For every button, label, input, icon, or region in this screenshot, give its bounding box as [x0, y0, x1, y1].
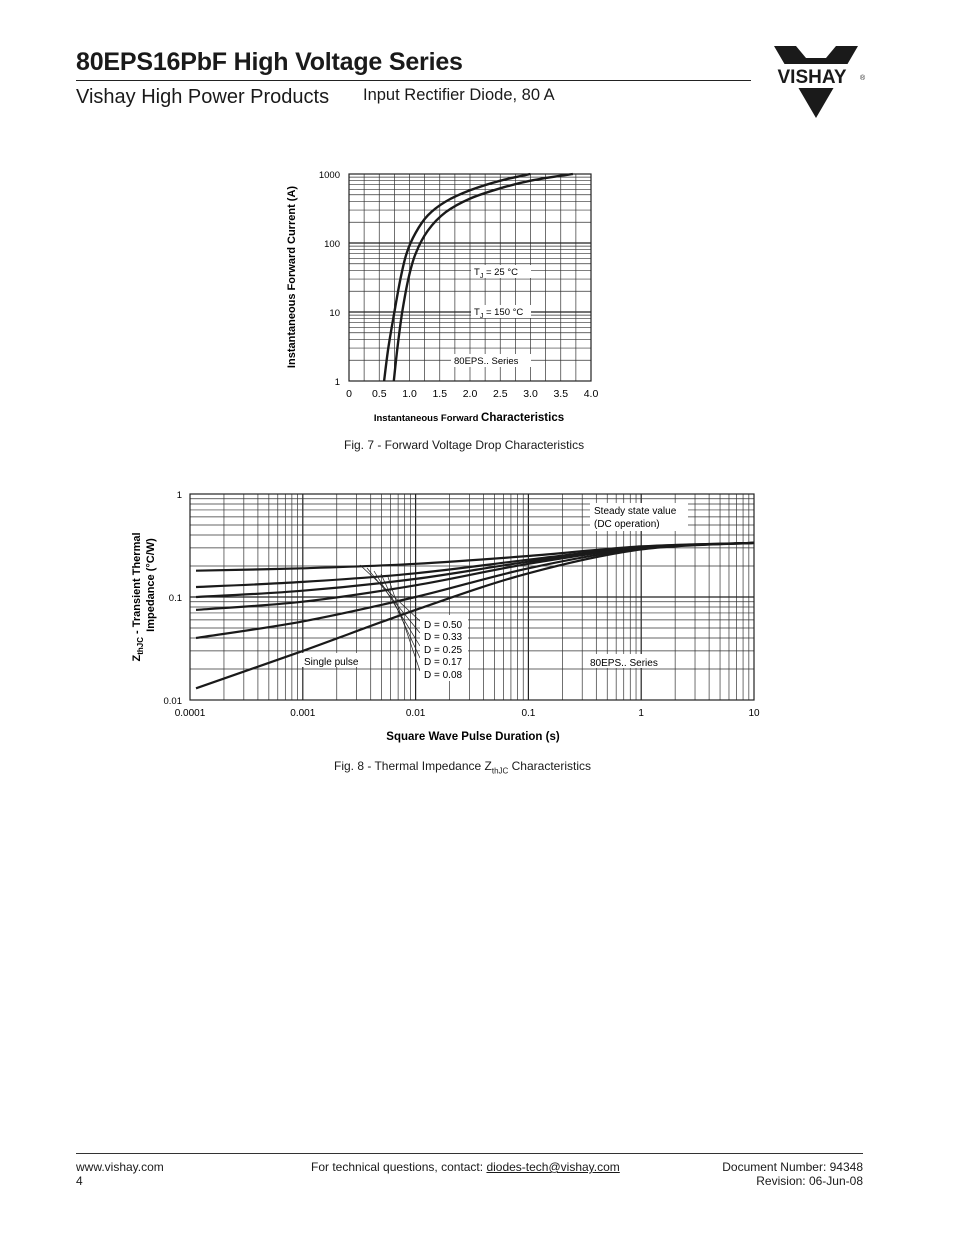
figure-8-caption-post: Characteristics: [508, 759, 591, 773]
x-tick-label: 1.5: [432, 388, 448, 400]
chart-grid: [349, 174, 591, 381]
page-title: 80EPS16PbF High Voltage Series: [76, 48, 463, 76]
tj-150-label-pre: T: [474, 307, 480, 318]
x-tick-label: 1: [638, 708, 644, 719]
footer-divider: [76, 1153, 863, 1154]
duty-label: D = 0.17: [424, 657, 463, 668]
x-tick-label: 1.0: [402, 388, 417, 400]
y-axis-label-rest: - Transient Thermal: [131, 532, 143, 638]
y-axis-label: [131, 532, 145, 661]
tj-25-label-pre: T: [474, 267, 480, 278]
chart-series: [196, 543, 754, 688]
x-tick-label: 0: [346, 388, 352, 400]
x-tick-label: 3.5: [553, 388, 569, 400]
y-tick-label: 1: [334, 377, 340, 388]
y-axis-label: Instantaneous Forward Current (A): [286, 185, 298, 369]
chart-annotations: [300, 503, 688, 681]
revision-date: Revision: 06-Jun-08: [756, 1174, 863, 1188]
x-axis-label-part2: Characteristics: [481, 412, 565, 424]
single-pulse-label: Single pulse: [304, 657, 359, 668]
y-tick-label: 10: [329, 308, 340, 319]
tj-150-label-post: = 150 °C: [483, 307, 524, 318]
duty-label: D = 0.50: [424, 620, 463, 631]
footer-url-link[interactable]: www.vishay.com: [76, 1160, 164, 1174]
series-label: 80EPS.. Series: [590, 658, 658, 669]
tj-25-label-post: = 25 °C: [483, 267, 519, 278]
dc-operation-label: (DC operation): [594, 519, 660, 530]
y-tick-label: 0.1: [168, 593, 182, 604]
x-axis-label: Square Wave Pulse Duration (s): [386, 731, 560, 743]
title-divider: [76, 80, 751, 81]
figure-7-caption: Fig. 7 - Forward Voltage Drop Characteristics: [344, 438, 585, 452]
figure-8-caption: [334, 759, 591, 775]
y-tick-label: 1: [176, 490, 182, 501]
x-tick-label: 0.5: [371, 388, 387, 400]
tj-25-label-sub: J: [479, 273, 484, 280]
y-axis-label-line2: Impedance (°C/W): [145, 538, 157, 632]
y-axis-label-main: Z: [131, 654, 143, 662]
chart-annotations: [451, 265, 531, 367]
x-tick-label: 2.0: [462, 388, 478, 400]
footer-contact: [311, 1160, 620, 1174]
x-tick-label: 2.5: [492, 388, 508, 400]
impedance-curve: [196, 543, 754, 610]
y-tick-label: 0.01: [163, 696, 182, 707]
footer-contact-text: For technical questions, contact:: [311, 1160, 487, 1174]
x-tick-label: 0.01: [405, 708, 426, 719]
impedance-curve: [196, 543, 754, 587]
product-description: Input Rectifier Diode, 80 A: [363, 86, 555, 104]
x-tick-label: 10: [748, 708, 760, 719]
duty-label: D = 0.08: [424, 670, 463, 681]
logo-text: VISHAY: [777, 67, 847, 88]
registered-mark: ®: [860, 75, 866, 82]
thermal-impedance-chart: [120, 485, 770, 750]
x-tick-label: 0.001: [290, 708, 316, 719]
document-number: Document Number: 94348: [722, 1160, 863, 1174]
duty-label: D = 0.33: [424, 632, 463, 643]
series-label-pre: 80EPS.. Series: [454, 356, 519, 367]
x-tick-label: 4.0: [583, 388, 599, 400]
duty-label: D = 0.25: [424, 645, 463, 656]
series-label: [454, 356, 519, 367]
y-tick-label: 100: [324, 239, 340, 250]
page-number: 4: [76, 1174, 83, 1188]
y-tick-label: 1000: [318, 170, 340, 181]
impedance-curve: [196, 543, 754, 688]
figure-8-caption-sub: thJC: [491, 766, 509, 776]
figure-8-caption-pre: Fig. 8 - Thermal Impedance Z: [334, 759, 492, 773]
x-tick-label: 3.0: [523, 388, 538, 400]
vishay-logo: [766, 44, 866, 120]
x-tick-label: 0.1: [521, 708, 536, 719]
x-axis-label: [374, 412, 564, 424]
tj-150-label-sub: J: [479, 313, 484, 320]
x-axis-label-part1: Instantaneous Forward: [373, 413, 482, 424]
x-tick-label: 0.0001: [174, 708, 206, 719]
email-link[interactable]: diodes-tech@vishay.com: [486, 1160, 620, 1174]
y-axis-label-sub: thJC: [136, 637, 145, 655]
forward-voltage-chart: [270, 160, 620, 430]
page-subtitle: Vishay High Power Products: [76, 86, 330, 108]
steady-state-label: Steady state value: [594, 506, 677, 517]
